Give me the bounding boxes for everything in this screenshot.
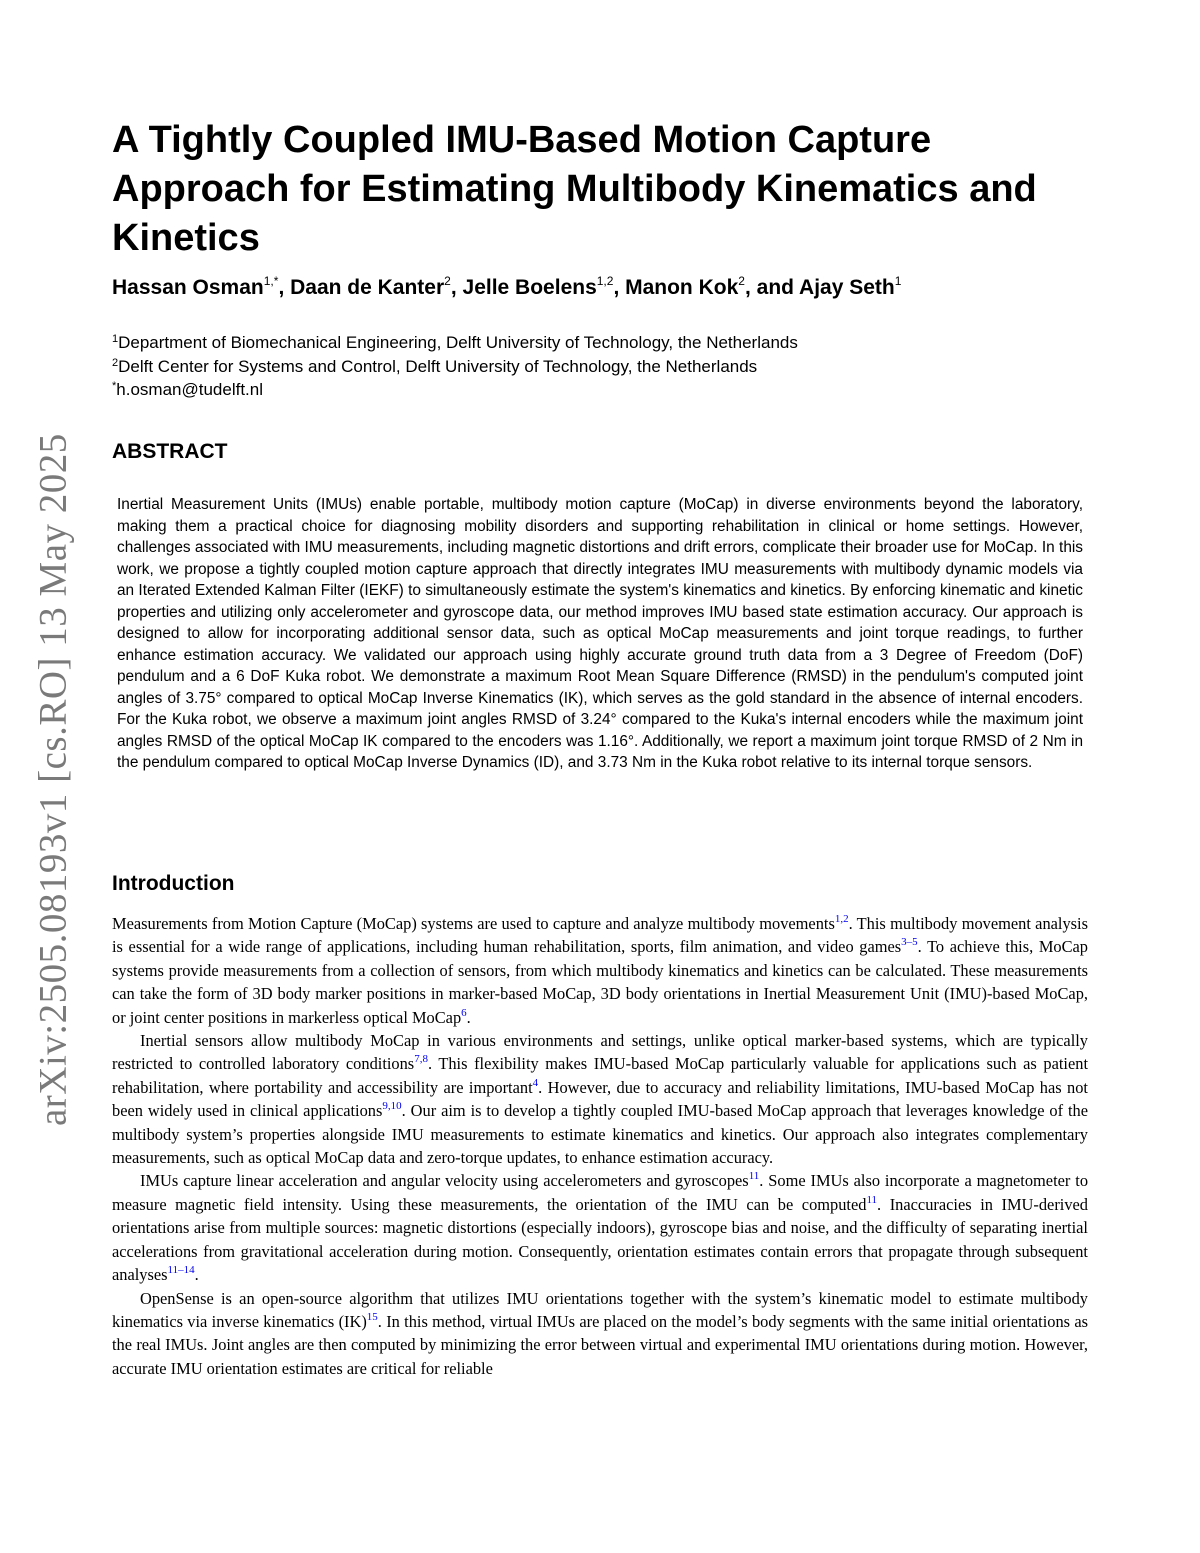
citation-link[interactable]: 9,10 [382, 1100, 402, 1113]
citation-link[interactable]: 4 [532, 1076, 539, 1089]
author-name: Jelle Boelens [462, 276, 597, 299]
citation-link[interactable]: 15 [366, 1310, 378, 1323]
arxiv-identifier: arXiv:2505.08193v1 [cs.RO] 13 May 2025 [31, 433, 75, 1127]
introduction-heading: Introduction [112, 872, 235, 895]
citation-link[interactable]: 11 [748, 1170, 760, 1183]
affiliation-mark: 2 [112, 356, 119, 369]
affiliation-item [112, 355, 1112, 379]
author-affiliation-mark: 2 [444, 274, 451, 288]
citation-link[interactable]: 1,2 [834, 913, 849, 925]
citation-link[interactable]: 3–5 [901, 936, 918, 949]
author-name: Hassan Osman [112, 276, 264, 299]
author-affiliation-mark: 2 [738, 274, 745, 288]
author-affiliation-mark: 1,2 [596, 274, 614, 288]
body-paragraph: Inertial sensors allow multibody MoCap in various environments and settings, unlike optical marker-based systems, which are typically restricted to controlled laboratory conditions$^{7,8}$. This flexibility makes IMU-based MoCap particularly valuable for applications such as patient rehabilitation, where portability and accessibility are important$^4$. However, due to accuracy and reliability limitations, IMU-based MoCap has not been widely used in clinical applications$^{9,10}$. Our aim is to develop a tightly coupled IMU-based MoCap approach that leverages knowledge of the multibody system’s properties alongside IMU measurements to estimate kinematics and kinetics. Our approach also integrates complementary measurements, such as optical MoCap data and zero-torque updates, to enhance estimation accuracy. [112, 1031, 1089, 1168]
author-affiliation-mark: 1,* [263, 274, 279, 288]
author-name: Ajay Seth [799, 276, 895, 299]
citation-link[interactable]: 11–14 [167, 1264, 195, 1277]
affiliation-list [112, 331, 1112, 402]
affiliation-text: Delft Center for Systems and Control, Delft University of Technology, the Netherlands [118, 356, 758, 376]
affiliation-mark: * [112, 380, 117, 392]
abstract-heading: ABSTRACT [112, 440, 228, 463]
body-paragraph: OpenSense is an open-source algorithm that utilizes IMU orientations together with the system’s kinematic model to estimate multibody kinematics via inverse kinematics (IK)$^{15}$. In this method, virtual IMUs are placed on the model’s body segments with the same initial orientations as the real IMUs. Joint angles are then computed by minimizing the error between virtual and experimental IMU orientations during motion. However, accurate IMU orientation estimates are critical for reliable [112, 1288, 1088, 1378]
affiliation-item [112, 331, 1112, 355]
author-list: Hassan Osman$^{1,*}$, Daan de Kanter$^2$, Jelle Boelens$^{1,2}$, Manon Kok$^2$, and Ajay Seth$^1$ [112, 274, 902, 299]
affiliation-mark: 1 [112, 333, 119, 345]
affiliation-text: Department of Biomechanical Engineering, Delft University of Technology, the Netherlands [118, 333, 798, 352]
introduction-body [112, 912, 1088, 1380]
body-paragraph: IMUs capture linear acceleration and angular velocity using accelerometers and gyroscopes$^{11}$. Some IMUs also incorporate a magnetometer to measure magnetic field intensity. Using these measurements, the orientation of the IMU can be computed$^{11}$. Inaccuracies in IMU-derived orientations arise from multiple sources: magnetic distortions (especially indoors), gyroscope bias and noise, and the difficulty of separating inertial accelerations from gravitational acceleration during motion. Consequently, orientation estimates contain errors that propagate through subsequent analyses$^{11-14}$. [112, 1170, 1089, 1285]
author-name: Daan de Kanter [290, 276, 445, 299]
abstract-text: Inertial Measurement Units (IMUs) enable portable, multibody motion capture (MoCap) in diverse environments beyond the laboratory, making them a practical choice for diagnosing mobility disorders and supporting rehabilitation in clinical or home settings. However, challenges associated with IMU measurements, including magnetic distortions and drift errors, complicate their broader use for MoCap. In this work, we propose a tightly coupled motion capture approach that directly integrates IMU measurements with multibody dynamic models via an Iterated Extended Kalman Filter (IEKF) to simultaneously estimate the system's kinematics and kinetics. By enforcing kinematic and kinetic properties and utilizing only accelerometer and gyroscope data, our method improves IMU based state estimation accuracy. Our approach is designed to allow for incorporating additional sensor data, such as optical MoCap measurements and joint torque readings, to further enhance estimation accuracy. We validated our approach using highly accurate ground truth data from a 3 Degree of Freedom (DoF) pendulum and a 6 DoF Kuka robot. We demonstrate a maximum Root Mean Square Difference (RMSD) in the pendulum's computed joint angles of 3.75° compared to optical MoCap Inverse Kinematics (IK), which serves as the gold standard in the absence of internal encoders. For the Kuka robot, we observe a maximum joint angles RMSD of 3.24° compared to the Kuka's internal encoders while the maximum joint angles RMSD of the optical MoCap IK compared to the encoders was 1.16°. Additionally, we report a maximum joint torque RMSD of 2 Nm in the pendulum compared to optical MoCap Inverse Dynamics (ID), and 3.73 Nm in the Kuka robot relative to its internal torque sensors. [117, 496, 1083, 771]
citation-link[interactable]: 11 [866, 1193, 878, 1206]
body-paragraph: Measurements from Motion Capture (MoCap) systems are used to capture and analyze multibody movements$^{1,2}$. This multibody movement analysis is essential for a wide range of applications, including human rehabilitation, sports, film animation, and video games$^{3-5}$. To achieve this, MoCap systems provide measurements from a collection of sensors, from which multibody kinematics and kinetics can be calculated. These measurements can take the form of 3D body marker positions in marker-based MoCap, 3D body orientations in Inertial Measurement Unit (IMU)-based MoCap, or joint center positions in markerless optical MoCap$^6$. [112, 913, 1088, 1027]
affiliation-item[interactable] [112, 378, 1112, 402]
author-affiliation-mark: 1 [894, 274, 902, 288]
citation-link[interactable]: 7,8 [414, 1053, 428, 1066]
author-name: Manon Kok [625, 276, 739, 299]
paper-title: A Tightly Coupled IMU-Based Motion Capture Approach for Estimating Multibody Kinematics and Kinetics [112, 119, 1037, 259]
citation-link[interactable]: 6 [461, 1006, 467, 1019]
corresponding-email[interactable]: h.osman@tudelft.nl [116, 380, 264, 399]
